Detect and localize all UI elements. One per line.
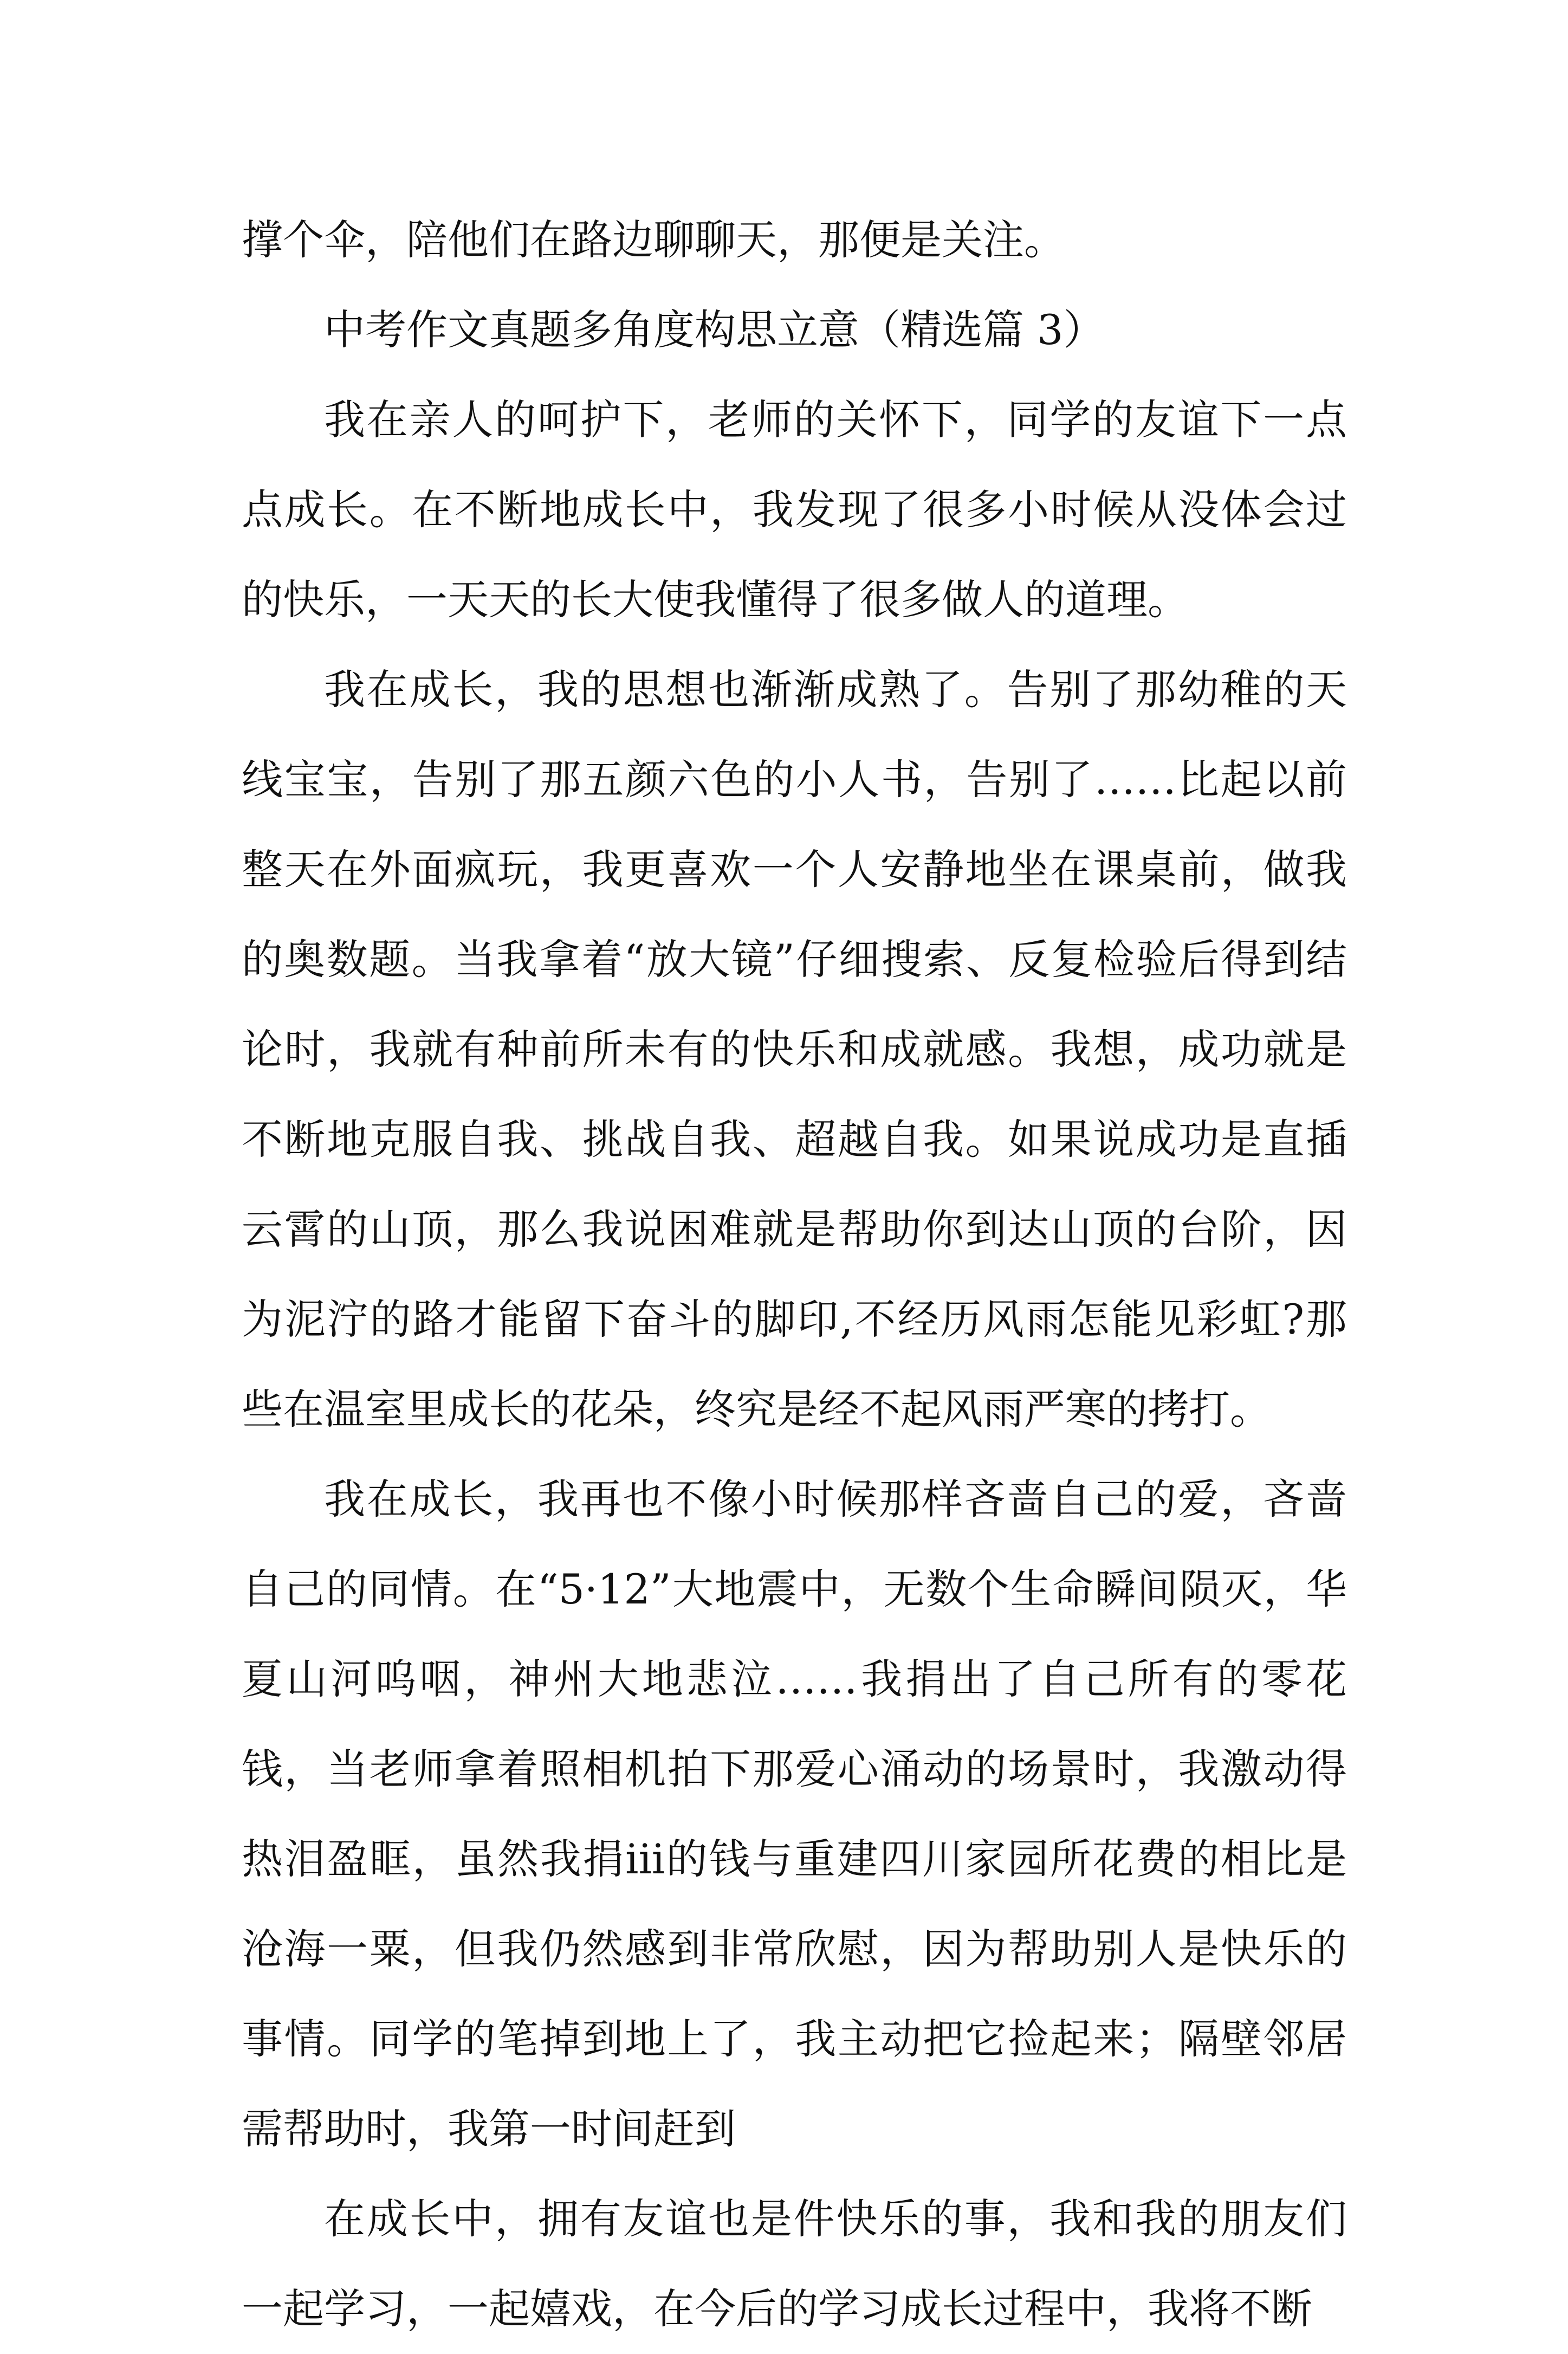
paragraph-continuation: 撑个伞，陪他们在路边聊聊天，那便是关注。 xyxy=(242,216,1065,264)
paragraph: 我在成长，我的思想也渐渐成熟了。告别了那幼稚的天线宝宝，告别了那五颜六色的小人书，告别了……比起以前整天在外面疯玩，我更喜欢一个人安静地坐在课桌前，做我的奥数题。当我拿着“放大镜”仔细搜索、反复检验后得到结论时，我就有种前所未有的快乐和成就感。我想，成功就是不断地克服自我、挑战自我、超越自我。如果说成功是直插云霄的山顶，那么我说困难就是帮助你到达山顶的台阶，因为泥泞的路才能留下奋斗的脚印,不经历风雨怎能见彩虹?那些在温室里成长的花朵，终究是经不起风雨严寒的拷打。 xyxy=(242,665,1347,1433)
section-heading: 中考作文真题多角度构思立意（精选篇 3） xyxy=(324,306,1105,354)
paragraph: 在成长中，拥有友谊也是件快乐的事，我和我的朋友们一起学习，一起嬉戏，在今后的学习成长过程中，我将不断 xyxy=(242,2195,1347,2333)
paragraph: 我在亲人的呵护下，老师的关怀下，同学的友谊下一点点成长。在不断地成长中，我发现了很多小时候从没体会过的快乐，一天天的长大使我懂得了很多做人的道理。 xyxy=(242,396,1347,624)
paragraph: 我在成长，我再也不像小时候那样吝啬自己的爱，吝啬自己的同情。在“5·12”大地震中，无数个生命瞬间陨灭，华夏山河呜咽，神州大地悲泣……我捐出了自己所有的零花钱，当老师拿着照相机拍下那爱心涌动的场景时，我激动得热泪盈眶，虽然我捐iii的钱与重建四川家园所花费的相比是沧海一粟，但我仍然感到非常欣慰，因为帮助别人是快乐的事情。同学的笔掉到地上了，我主动把它捡起来；隔壁邻居需帮助时，我第一时间赶到 xyxy=(242,1475,1347,2153)
document-body xyxy=(242,195,1347,2354)
